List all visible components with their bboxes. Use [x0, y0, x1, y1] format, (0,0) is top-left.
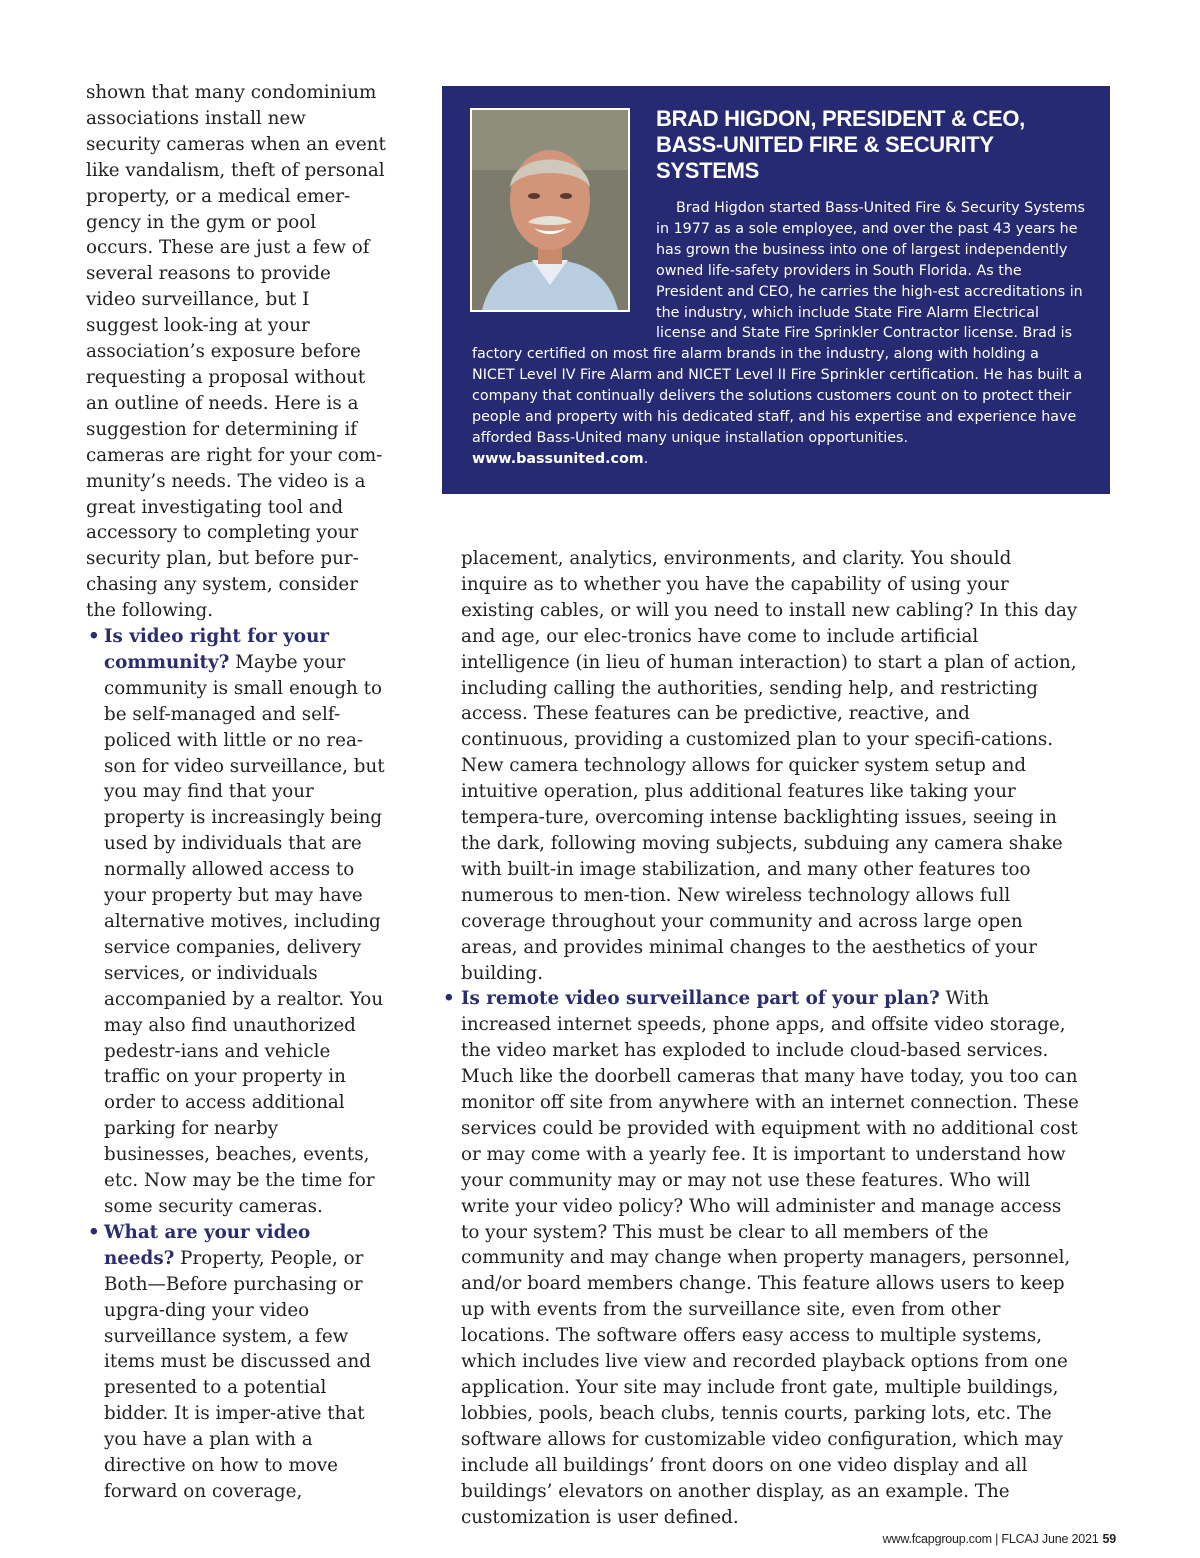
bio-link-suffix: . [643, 450, 649, 467]
bullet-icon: • [88, 1221, 100, 1243]
bullet-text: With increased internet speeds, phone apps, and offsite video storage, the video market has exploded to include cloud-based services. Much like the doorbell cameras that many have today, you too can monitor off site from anywhere with an internet connection. These services could be provided with equipment with no additional cost or may come with a yearly fee. It is important to understand how your community may or may not use these features. Who will write your video policy? Who will administer and manage access to your system? This must be clear to all members of the community and may change when property managers, personnel, and/or board members change. This feature allows users to keep up with events from the surveillance site, even from other locations. The software offers easy access to multiple systems, which includes live view and recorded playback options from one application. Your site may include front gate, multiple buildings, lobbies, pools, beach clubs, tennis courts, parking lots, etc. The software allows for customizable video configuration, which may include all buildings’ front doors on one video display and all buildings’ elevators on another display, as an example. The customization is user defined. [461, 988, 1079, 1528]
left-column [86, 80, 386, 1505]
bullet-text: Property, People, or Both—Before purchasing or upgra-ding your video surveillance system, a few items must be discussed and presented to a potential bidder. It is imper-ative that you have a plan with a directive on how to move forward on coverage, [104, 1247, 371, 1502]
right-column [443, 546, 1083, 1530]
bullet-icon: • [88, 626, 100, 648]
bio-title: BRAD HIGDON, PRESIDENT & CEO, BASS-UNITED FIRE & SECURITY SYSTEMS [656, 106, 1025, 183]
bullet-item-remote-surveillance [443, 986, 1083, 1530]
bullet-lead: Is remote video surveillance part of your plan? [461, 988, 940, 1010]
page-footer [883, 1532, 1116, 1546]
bio-body: Brad Higdon started Bass-United Fire & Security Systems in 1977 as a sole employee, and over the past 43 years he has grown the business into one of largest independently owned life-safety providers in South Florida. As the President and CEO, he carries the high-est accreditations in the industry, which include State Fire Alarm Electrical license and State Fire Sprinkler Contractor license. Brad is factory certified on most fire alarm brands in the industry, along with holding a NICET Level IV Fire Alarm and NICET Level II Fire Sprinkler certification. He has built a company that continually delivers the solutions customers count on to protect their people and property with his dedicated staff, and his expertise and experience have afforded Bass-United many unique installation opportunities. [472, 200, 1085, 446]
bullet-text: Maybe your community is small enough to be self-managed and self-policed with little or no rea-son for video surveillance, but you may find that your property is increasingly being used by individuals that are normally allowed access to your property but may have alternative motives, including service companies, delivery services, or individuals accompanied by a realtor. You may also find unauthorized pedestr-ians and vehicle traffic on your property in order to access additional parking for nearby businesses, beaches, events, etc. Now may be the time for some security cameras. [104, 651, 385, 1217]
bullet-item-video-right [86, 624, 386, 1220]
page-number: 59 [1102, 1532, 1116, 1546]
bullet-lead: Is video right for your community? [104, 626, 329, 673]
footer-site: www.fcapgroup.com [882, 1532, 992, 1546]
company-website-link[interactable]: www.bassunited.com [472, 450, 644, 467]
footer-separator: | [991, 1532, 1002, 1546]
author-bio-box [442, 86, 1110, 494]
left-intro-paragraph: shown that many condominium associations install new security cameras when an event like vandalism, theft of personal property, or a medical emer-gency in the gym or pool occurs. These are just a few of several reasons to provide video surveillance, but I suggest look-ing at your association’s exposure before requesting a proposal without an outline of needs. Here is a suggestion for determining if cameras are right for your com-munity’s needs. The video is a great investigating tool and accessory to completing your security plan, but before pur-chasing any system, consider the following. [86, 82, 386, 622]
bullet-icon: • [443, 988, 455, 1010]
photo-spacer [472, 198, 656, 344]
right-continuation-paragraph: placement, analytics, environments, and clarity. You should inquire as to whether you have the capability of using your existing cables, or will you need to install new cabling? In this day and age, our elec-tronics have come to include artificial intelligence (in lieu of human interaction) to start a plan of action, including calling the authorities, sending help, and restricting access. These features can be predictive, reactive, and continuous, providing a customized plan to your specifi-cations. New camera technology allows for quicker system setup and intuitive operation, plus additional features like taking your tempera-ture, overcoming intense backlighting issues, seeing in the dark, following moving subjects, subduing any camera shake with built-in image stabilization, and many other features too numerous to men-tion. New wireless technology allows full coverage throughout your community and across large open areas, and provides minimal changes to the aesthetics of your building. [461, 548, 1078, 984]
footer-publication: FLCAJ June 2021 [1001, 1532, 1099, 1546]
bullet-lead: What are your video needs? [104, 1221, 311, 1269]
bio-text-block [472, 198, 1086, 470]
bullet-item-video-needs [86, 1220, 386, 1505]
